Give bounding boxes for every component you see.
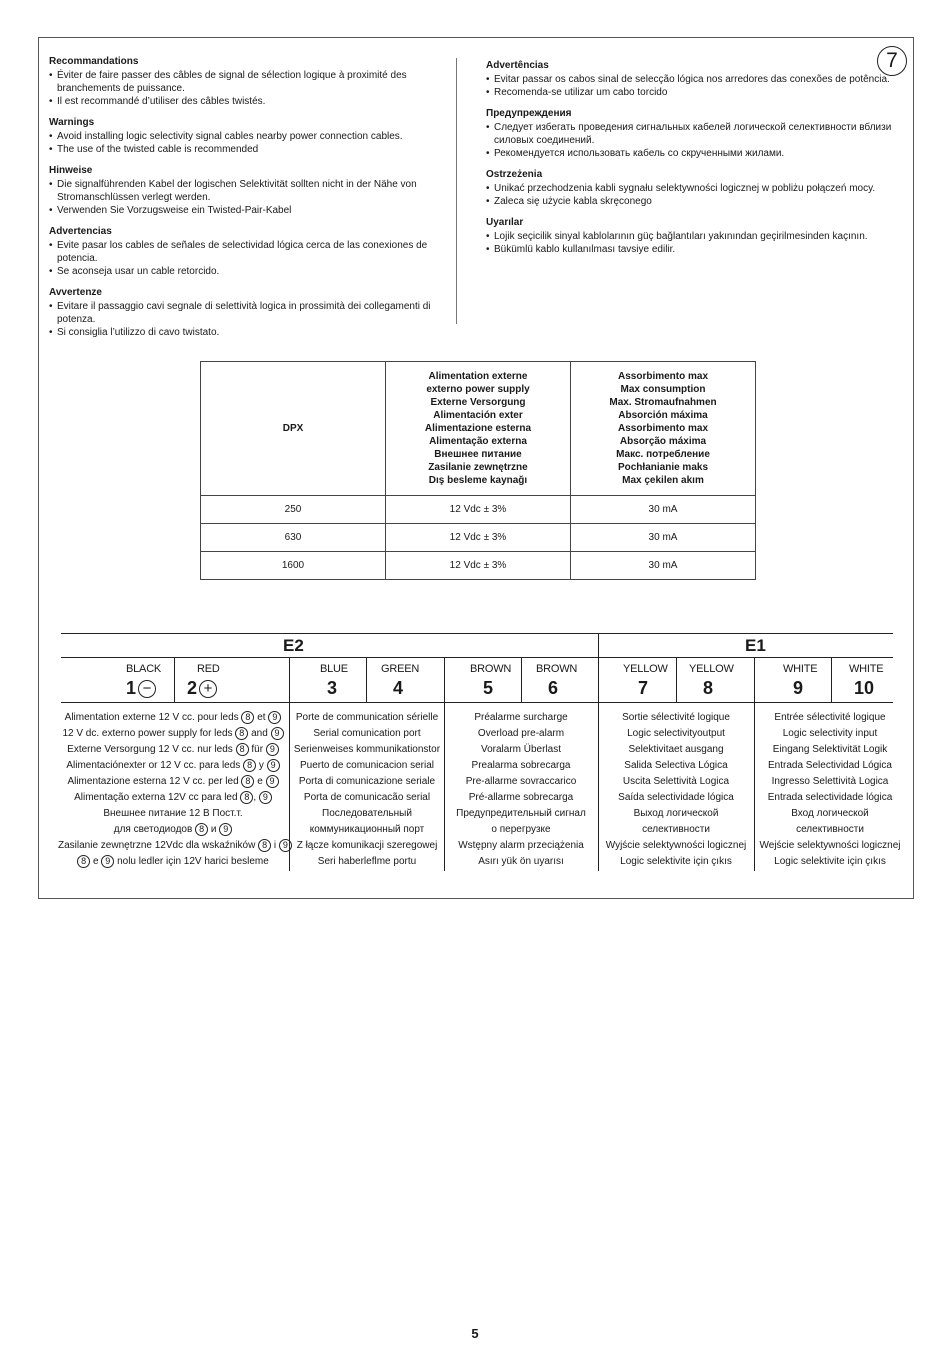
- desc-line: [58, 838, 288, 854]
- pin-divider: [366, 657, 367, 702]
- desc-line: Uscita Selettività Logica: [622, 776, 730, 787]
- header-line: Alimentación exter: [433, 410, 523, 421]
- warning-section: [49, 225, 449, 278]
- header-line: Externe Versorgung: [430, 397, 526, 408]
- desc-text: für: [248, 744, 266, 755]
- circled-pin-icon: 8: [240, 791, 253, 804]
- section-title: Advertencias: [49, 226, 112, 237]
- header-consumption: [571, 362, 756, 496]
- cell-supply: 12 Vdc ± 3%: [386, 496, 571, 524]
- circled-pin-icon: 9: [268, 711, 281, 724]
- header-line: Макс. потребление: [616, 449, 710, 460]
- circled-pin-icon: 9: [219, 823, 232, 836]
- pin-number-5: 5: [483, 678, 494, 698]
- pin-color-6: BROWN: [536, 663, 578, 675]
- desc-serial-port: [290, 710, 444, 870]
- desc-text: 12 V dc. externo power supply for leds: [62, 728, 236, 739]
- warnings-left-column: [49, 55, 449, 347]
- circled-pin-icon: 9: [271, 727, 284, 740]
- bullet-item: • Avoid installing logic selectivity signal cables nearby power connection cables.: [49, 130, 449, 143]
- plus-circle-icon: +: [199, 680, 217, 698]
- pin-number-4: 4: [393, 678, 404, 698]
- pin-number-3: 3: [327, 678, 338, 698]
- warning-section: [486, 216, 896, 256]
- rule-group: [61, 657, 893, 658]
- desc-line: Porte de communication sérielle: [295, 712, 439, 723]
- bullet-item: • Zaleca się użycie kabla skręconego: [486, 195, 896, 208]
- warning-section: [486, 59, 896, 99]
- cell-dpx: 630: [201, 524, 386, 552]
- desc-line: [58, 790, 288, 806]
- desc-line: Seri haberleflme portu: [317, 856, 417, 867]
- desc-text: Alimentação externa 12V cc para led: [74, 792, 241, 803]
- warning-section: [486, 168, 896, 208]
- pin-divider: [831, 657, 832, 702]
- pin-number-text: 1: [126, 678, 137, 698]
- circled-pin-icon: 8: [243, 759, 256, 772]
- desc-line: Z łącze komunikacji szeregowej: [296, 840, 438, 851]
- desc-line: Logic selektivite için çıkıs: [620, 856, 732, 867]
- desc-line: Последовательный: [322, 808, 412, 819]
- header-supply: [386, 362, 571, 496]
- pin-number-2: [187, 678, 217, 699]
- desc-line: Entrada selectividade lógica: [767, 792, 893, 803]
- header-line: Alimentazione esterna: [424, 423, 532, 434]
- header-line: Dış besleme kaynağı: [428, 475, 528, 486]
- circled-pin-icon: 9: [259, 791, 272, 804]
- pin-number-text: 2: [187, 678, 198, 698]
- desc-line: Вход логической: [791, 808, 869, 819]
- rule-top: [61, 633, 893, 634]
- desc-line: Logic selectivity input: [782, 728, 878, 739]
- desc-line: Overload pre-alarm: [477, 728, 565, 739]
- pin-number-9: 9: [793, 678, 804, 698]
- desc-line: Selektivitaet ausgang: [628, 744, 724, 755]
- warnings-right-column: [486, 59, 896, 264]
- desc-text: Zasilanie zewnętrzne 12Vdc dla wskaźników: [58, 840, 259, 851]
- bullet-item: • Se aconseja usar un cable retorcido.: [49, 265, 449, 278]
- pin-color-9: WHITE: [783, 663, 818, 675]
- bullet-item: • Unikać przechodzenia kabli sygnału selektywności logicznej w pobliżu połączeń mocy.: [486, 182, 896, 195]
- bullet-item: • Рекомендуется использовать кабель со скрученными жилами.: [486, 147, 896, 160]
- pin-number-1: [126, 678, 156, 699]
- power-supply-table: [200, 361, 756, 580]
- desc-line: Выход логической: [633, 808, 719, 819]
- header-line: Alimentação externa: [429, 436, 527, 447]
- desc-line: селективности: [796, 824, 864, 835]
- circled-pin-icon: 8: [235, 727, 248, 740]
- header-line: Pochłanianie maks: [617, 462, 709, 473]
- pin-color-2: RED: [197, 663, 220, 675]
- pin-divider: [676, 657, 677, 702]
- desc-selectivity-output: [599, 710, 753, 870]
- bullet-item: • Die signalführenden Kabel der logischen Selektivität sollten nicht in der Nähe von Stromanschlüssen verlegt werden.: [49, 178, 449, 204]
- section-title: Avvertenze: [49, 287, 102, 298]
- desc-text: Alimentazione esterna 12 V cc. per led: [67, 776, 242, 787]
- pin-color-3: BLUE: [320, 663, 348, 675]
- bullet-item: • Éviter de faire passer des câbles de signal de sélection logique à proximité des branchements de puissance.: [49, 69, 449, 95]
- desc-line: Porta di comunicazione seriale: [298, 776, 436, 787]
- cell-dpx: 250: [201, 496, 386, 524]
- bullet-item: • Evitar passar os cabos sinal de selecção lógica nos arredores das conexões de potência.: [486, 73, 896, 86]
- pin-number-10: 10: [854, 678, 875, 698]
- section-title: Recommandations: [49, 56, 139, 67]
- header-line: Внешнее питание: [434, 449, 522, 460]
- circled-pin-icon: 9: [267, 759, 280, 772]
- desc-line: [58, 742, 288, 758]
- pin-divider: [174, 657, 175, 702]
- bullet-item: • Следует избегать проведения сигнальных кабелей логической селективности вблизи силовых соединений.: [486, 121, 896, 147]
- cell-dpx: 1600: [201, 552, 386, 580]
- cell-supply: 12 Vdc ± 3%: [386, 524, 571, 552]
- bullet-item: • Recomenda-se utilizar um cabo torcido: [486, 86, 896, 99]
- cell-consumption: 30 mA: [571, 552, 756, 580]
- pin-color-7: YELLOW: [623, 663, 668, 675]
- header-line: Max consumption: [620, 384, 706, 395]
- desc-line: [58, 854, 288, 870]
- pin-number-7: 7: [638, 678, 649, 698]
- circled-pin-icon: 8: [241, 775, 254, 788]
- desc-line: Wyjście selektywności logicznej: [605, 840, 747, 851]
- pin-number-8: 8: [703, 678, 714, 698]
- desc-line: [58, 806, 288, 822]
- circled-pin-icon: 8: [77, 855, 90, 868]
- bullet-item: • Bükümlü kablo kullanılması tavsiye edilir.: [486, 243, 896, 256]
- desc-line: [58, 710, 288, 726]
- desc-line: Salida Selectiva Lógica: [624, 760, 728, 771]
- header-line: Absorción máxima: [618, 410, 708, 421]
- e1-group-label: E1: [745, 636, 766, 655]
- circled-pin-icon: 9: [101, 855, 114, 868]
- desc-line: Logic selektivite için çıkıs: [774, 856, 886, 867]
- header-dpx: DPX: [201, 362, 386, 496]
- desc-line: [58, 758, 288, 774]
- desc-text: и: [208, 824, 220, 835]
- circled-pin-icon: 9: [266, 775, 279, 788]
- bullet-item: • Il est recommandé d’utiliser des câbles twistés.: [49, 95, 449, 108]
- circled-pin-icon: 8: [258, 839, 271, 852]
- desc-line: Wejście selektywności logicznej: [759, 840, 901, 851]
- pin-color-5: BROWN: [470, 663, 512, 675]
- desc-line: Logic selectivityoutput: [627, 728, 725, 739]
- circled-pin-icon: 8: [241, 711, 254, 724]
- desc-line: [58, 726, 288, 742]
- page-number: 5: [471, 1326, 479, 1341]
- desc-text: e: [90, 856, 102, 867]
- desc-line: Serienweises kommunikationstor: [293, 744, 441, 755]
- section-title: Предупреждения: [486, 108, 572, 119]
- section-title: Advertências: [486, 60, 549, 71]
- bullet-item: • Si consiglia l’utilizzo di cavo twistato.: [49, 326, 449, 339]
- bullet-item: • The use of the twisted cable is recommended: [49, 143, 449, 156]
- desc-line: Pré-allarme sobrecarga: [468, 792, 574, 803]
- circled-pin-icon: 8: [195, 823, 208, 836]
- desc-line: [58, 822, 288, 838]
- desc-text: and: [248, 728, 271, 739]
- pin-color-10: WHITE: [849, 663, 884, 675]
- desc-line: Asırı yük ön uyarısı: [478, 856, 564, 867]
- desc-line: коммуникационный порт: [309, 824, 425, 835]
- header-line: Max çekilen akım: [622, 475, 704, 486]
- desc-line: Saída selectividade lógica: [618, 792, 734, 803]
- circled-pin-icon: 9: [266, 743, 279, 756]
- desc-line: Ingresso Selettività Logica: [771, 776, 889, 787]
- desc-prealarm: [445, 710, 597, 870]
- warning-section: [49, 164, 449, 217]
- desc-text: e: [254, 776, 266, 787]
- desc-text: Alimentation externe 12 V cc. pour leds: [64, 712, 242, 723]
- desc-line: Prealarma sobrecarga: [471, 760, 571, 771]
- desc-line: Eingang Selektivität Logik: [772, 744, 888, 755]
- desc-text: ,: [253, 792, 259, 803]
- bullet-item: • Evite pasar los cables de señales de selectividad lógica cerca de las conexiones de potencia.: [49, 239, 449, 265]
- desc-line: Porta de comunicacão serial: [303, 792, 431, 803]
- header-line: Max. Stromaufnahmen: [609, 397, 717, 408]
- warning-section: [486, 107, 896, 160]
- e2-group-label: E2: [283, 636, 304, 655]
- column-divider: [456, 58, 457, 324]
- section-title: Uyarılar: [486, 217, 524, 228]
- desc-text: Externe Versorgung 12 V cc. nur leds: [67, 744, 236, 755]
- rule-pins: [61, 702, 893, 703]
- pin-divider: [521, 657, 522, 702]
- section-title: Ostrzeżenia: [486, 169, 543, 180]
- pin-number-6: 6: [548, 678, 559, 698]
- desc-line: о перегрузке: [491, 824, 551, 835]
- desc-line: Sortie sélectivité logique: [622, 712, 730, 723]
- cell-consumption: 30 mA: [571, 496, 756, 524]
- pin-color-1: BLACK: [126, 663, 162, 675]
- desc-line: Pre-allarme sovraccarico: [465, 776, 577, 787]
- pin-color-8: YELLOW: [689, 663, 734, 675]
- section-title: Hinweise: [49, 165, 93, 176]
- desc-line: Serial comunication port: [313, 728, 421, 739]
- desc-line: Puerto de comunicacion serial: [300, 760, 434, 771]
- pin-color-4: GREEN: [381, 663, 420, 675]
- desc-text: Alimentaciónexter or 12 V cc. para leds: [66, 760, 244, 771]
- warning-section: [49, 55, 449, 108]
- desc-text: i: [271, 840, 279, 851]
- header-line: externo power supply: [426, 384, 530, 395]
- minus-circle-icon: −: [138, 680, 156, 698]
- desc-line: Entrada Selectividad Lógica: [768, 760, 892, 771]
- desc-line: Voralarm Überlast: [480, 744, 562, 755]
- header-line: Assorbimento max: [617, 423, 709, 434]
- desc-line: селективности: [642, 824, 710, 835]
- cell-supply: 12 Vdc ± 3%: [386, 552, 571, 580]
- desc-text: для светодиодов: [113, 824, 196, 835]
- desc-selectivity-input: [755, 710, 905, 870]
- header-line: Zasilanie zewnętrzne: [428, 462, 528, 473]
- header-line: Alimentation externe: [428, 371, 528, 382]
- bullet-item: • Lojik seçicilik sinyal kablolarının güç bağlantıları yakınından geçirilmesinden kaçının.: [486, 230, 896, 243]
- cell-consumption: 30 mA: [571, 524, 756, 552]
- desc-text: nolu ledler için 12V harici besleme: [114, 856, 269, 867]
- circled-pin-icon: 8: [236, 743, 249, 756]
- figure-number-badge: 7: [877, 46, 907, 76]
- desc-line: Préalarme surcharge: [474, 712, 568, 723]
- bullet-item: • Evitare il passaggio cavi segnale di selettività logica in prossimità dei collegamenti di potenza.: [49, 300, 449, 326]
- desc-line: Предупредительный сигнал: [456, 808, 586, 819]
- header-line: Absorção máxima: [619, 436, 707, 447]
- desc-text: et: [254, 712, 269, 723]
- desc-line: Entrée sélectivité logique: [774, 712, 886, 723]
- desc-text: y: [256, 760, 267, 771]
- circled-pin-icon: 9: [279, 839, 292, 852]
- table-row: [201, 552, 756, 580]
- table-row: [201, 496, 756, 524]
- desc-line: Wstępny alarm przeciążenia: [458, 840, 584, 851]
- desc-line: [58, 774, 288, 790]
- warning-section: [49, 286, 449, 339]
- header-line: Assorbimento max: [617, 371, 709, 382]
- table-row: [201, 524, 756, 552]
- bullet-item: • Verwenden Sie Vorzugsweise ein Twisted-Pair-Kabel: [49, 204, 449, 217]
- warning-section: [49, 116, 449, 156]
- desc-power-supply: [58, 710, 288, 870]
- section-title: Warnings: [49, 117, 95, 128]
- desc-text: Внешнее питание 12 В Пост.т.: [103, 808, 243, 819]
